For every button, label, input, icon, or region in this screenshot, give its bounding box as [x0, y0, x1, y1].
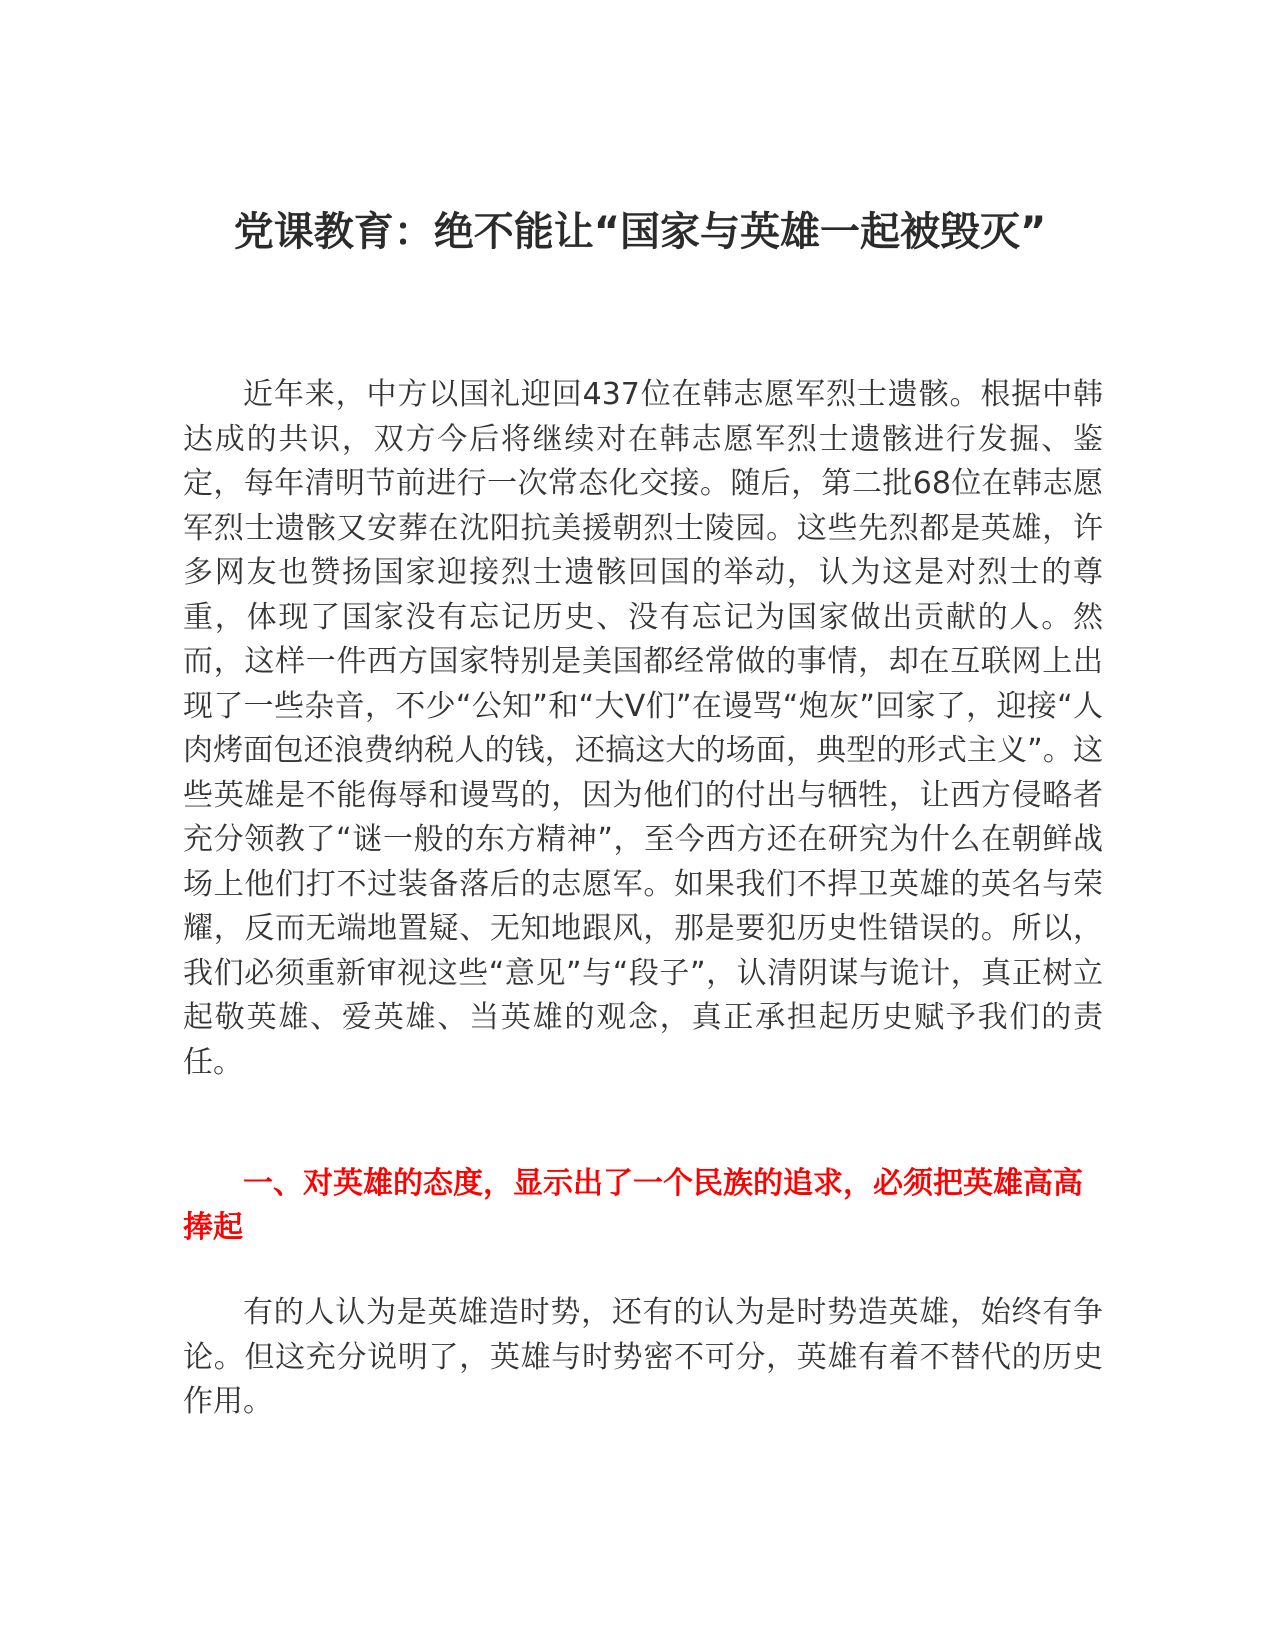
body-paragraph-1: 近年来，中方以国礼迎回437位在韩志愿军烈士遗骸。根据中韩达成的共识，双方今后将继续对在韩志愿军烈士遗骸进行发掘、鉴定，每年清明节前进行一次常态化交接。随后，第二批68位在韩志愿军烈士遗骸又安葬在沈阳抗美援朝烈士陵园。这些先烈都是英雄，许多网友也赞扬国家迎接烈士遗骸回国的举动，认为这是对烈士的尊重，体现了国家没有忘记历史、没有忘记为国家做出贡献的人。然而，这样一件西方国家特别是美国都经常做的事情，却在互联网上出现了一些杂音，不少“公知”和“大V们”在谩骂“炮灰”回家了，迎接“人肉烤面包还浪费纳税人的钱，还搞这大的场面，典型的形式主义”。这些英雄是不能侮辱和谩骂的，因为他们的付出与牺牲，让西方侵略者充分领教了“谜一般的东方精神”，至今西方还在研究为什么在朝鲜战场上他们打不过装备落后的志愿军。如果我们不捍卫英雄的英名与荣耀，反而无端地置疑、无知地跟风，那是要犯历史性错误的。所以，我们必须重新审视这些“意见”与“段子”，认清阴谋与诡计，真正树立起敬英雄、爱英雄、当英雄的观念，真正承担起历史赋予我们的责任。 — [183, 377, 1103, 1080]
document-title: 党课教育：绝不能让“国家与英雄一起被毁灭” — [233, 209, 1047, 255]
section-heading-1: 一、对英雄的态度，显示出了一个民族的追求，必须把英雄高高捧起 — [183, 1166, 1083, 1245]
body-paragraph-2: 有的人认为是英雄造时势，还有的认为是时势造英雄，始终有争论。但这充分说明了，英雄与时势密不可分，英雄有着不替代的历史作用。 — [183, 1295, 1103, 1419]
